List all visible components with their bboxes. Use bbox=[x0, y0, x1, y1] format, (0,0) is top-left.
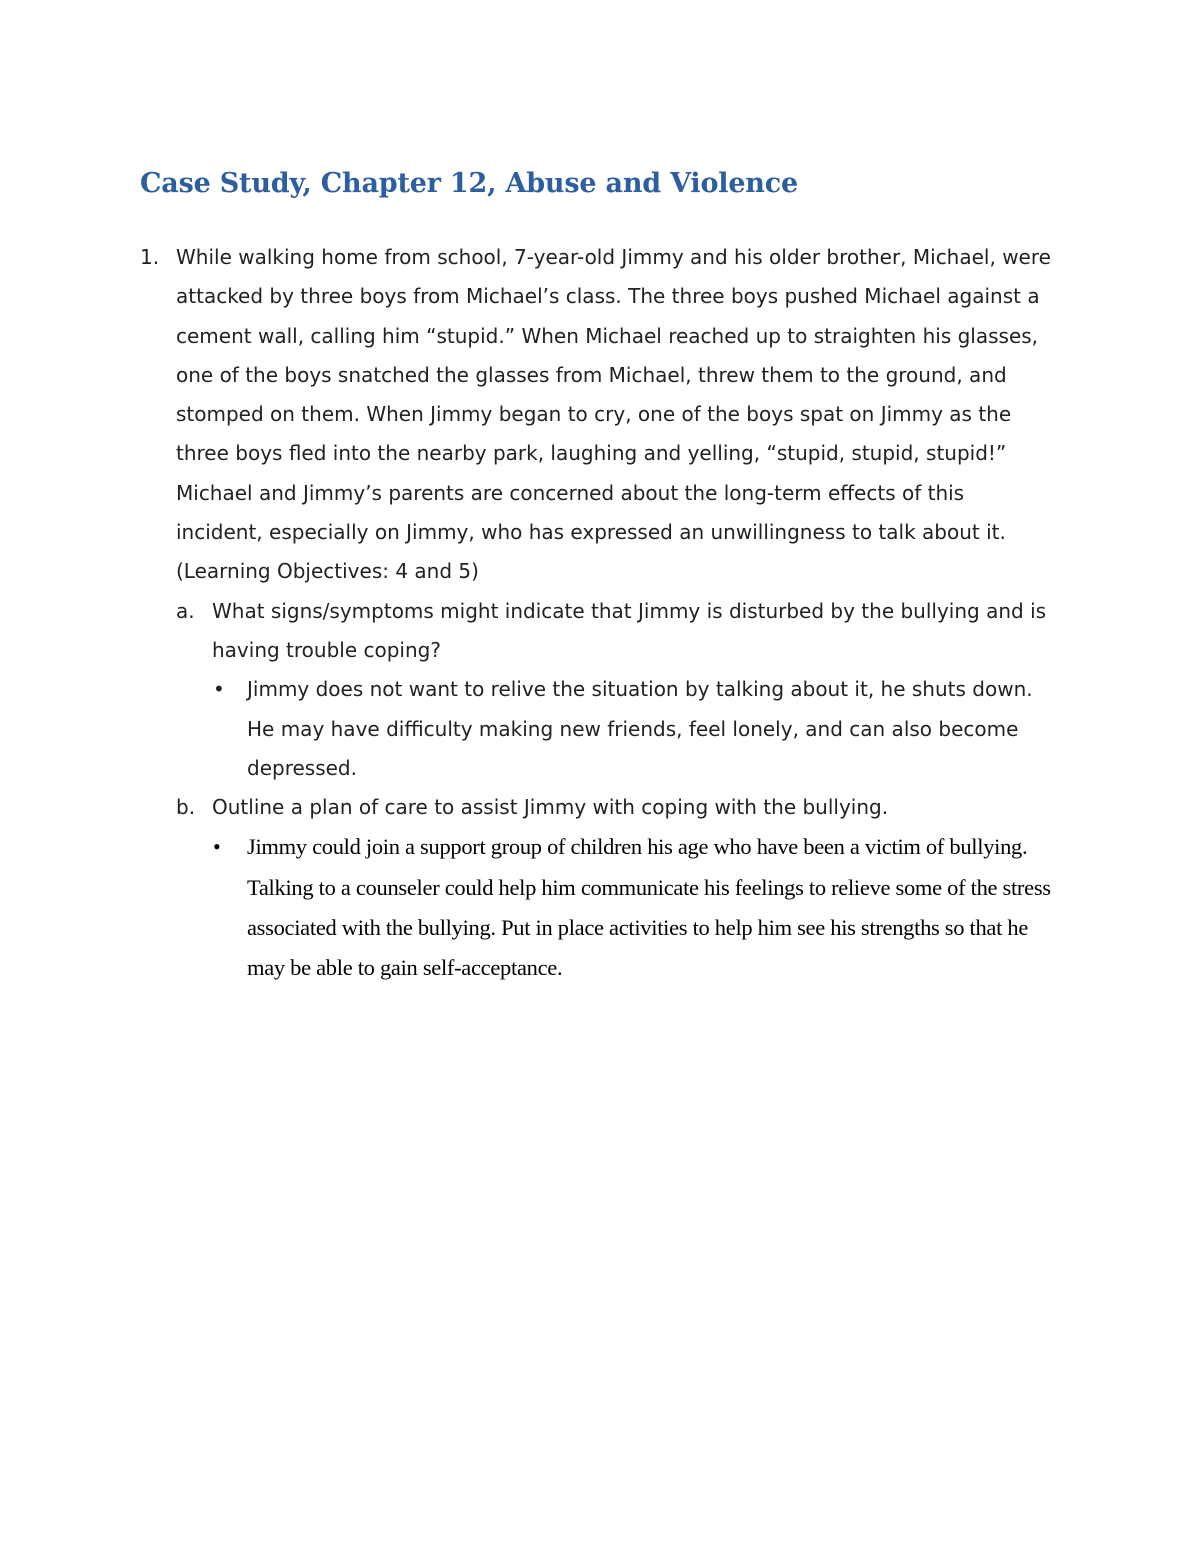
question-block bbox=[140, 238, 1070, 989]
question-number: 1. bbox=[140, 245, 160, 269]
page-title: Case Study, Chapter 12, Abuse and Violence bbox=[140, 168, 798, 199]
answer-a-text: Jimmy does not want to relive the situation by talking about it, he shuts down. He may have difficulty making new friends, feel lonely, and can also become depressed. bbox=[247, 677, 1033, 780]
bullet-icon: • bbox=[213, 834, 221, 860]
question-item bbox=[140, 238, 1070, 592]
sub-question-b bbox=[140, 788, 1070, 827]
sub-question-a-prompt: What signs/symptoms might indicate that Jimmy is disturbed by the bullying and is having trouble coping? bbox=[212, 598, 1047, 662]
answer-b bbox=[140, 827, 1070, 988]
question-text: While walking home from school, 7-year-old Jimmy and his older brother, Michael, were attacked by three boys from Michael’s class. The three boys pushed Michael against a cement wall, calling him “stupid.” When Michael reached up to straighten his glasses, one of the boys snatched the glasses from Michael, threw them to the ground, and stomped on them. When Jimmy began to cry, one of the boys spat on Jimmy as the three boys fled into the nearby park, laughing and yelling, “stupid, stupid, stupid!” Michael and Jimmy’s parents are concerned about the long-term effects of this incident, especially on Jimmy, who has expressed an unwillingness to talk about it. (Learning Objectives: 4 and 5) bbox=[176, 245, 1051, 584]
bullet-icon: • bbox=[213, 677, 225, 702]
sub-question-a-letter: a. bbox=[176, 598, 195, 623]
sub-question-a bbox=[140, 592, 1070, 671]
sub-question-b-letter: b. bbox=[176, 795, 196, 820]
sub-question-b-prompt: Outline a plan of care to assist Jimmy with coping with the bullying. bbox=[212, 795, 889, 820]
answer-a bbox=[140, 670, 1070, 788]
answer-b-text: Jimmy could join a support group of children his age who have been a victim of bullying. Talking to a counseler could help him communicate his feelings to relieve some of the stress associated with the bullying. Put in place activities to help him see his strengths so that he may be able to gain self-acceptance. bbox=[247, 834, 1051, 981]
